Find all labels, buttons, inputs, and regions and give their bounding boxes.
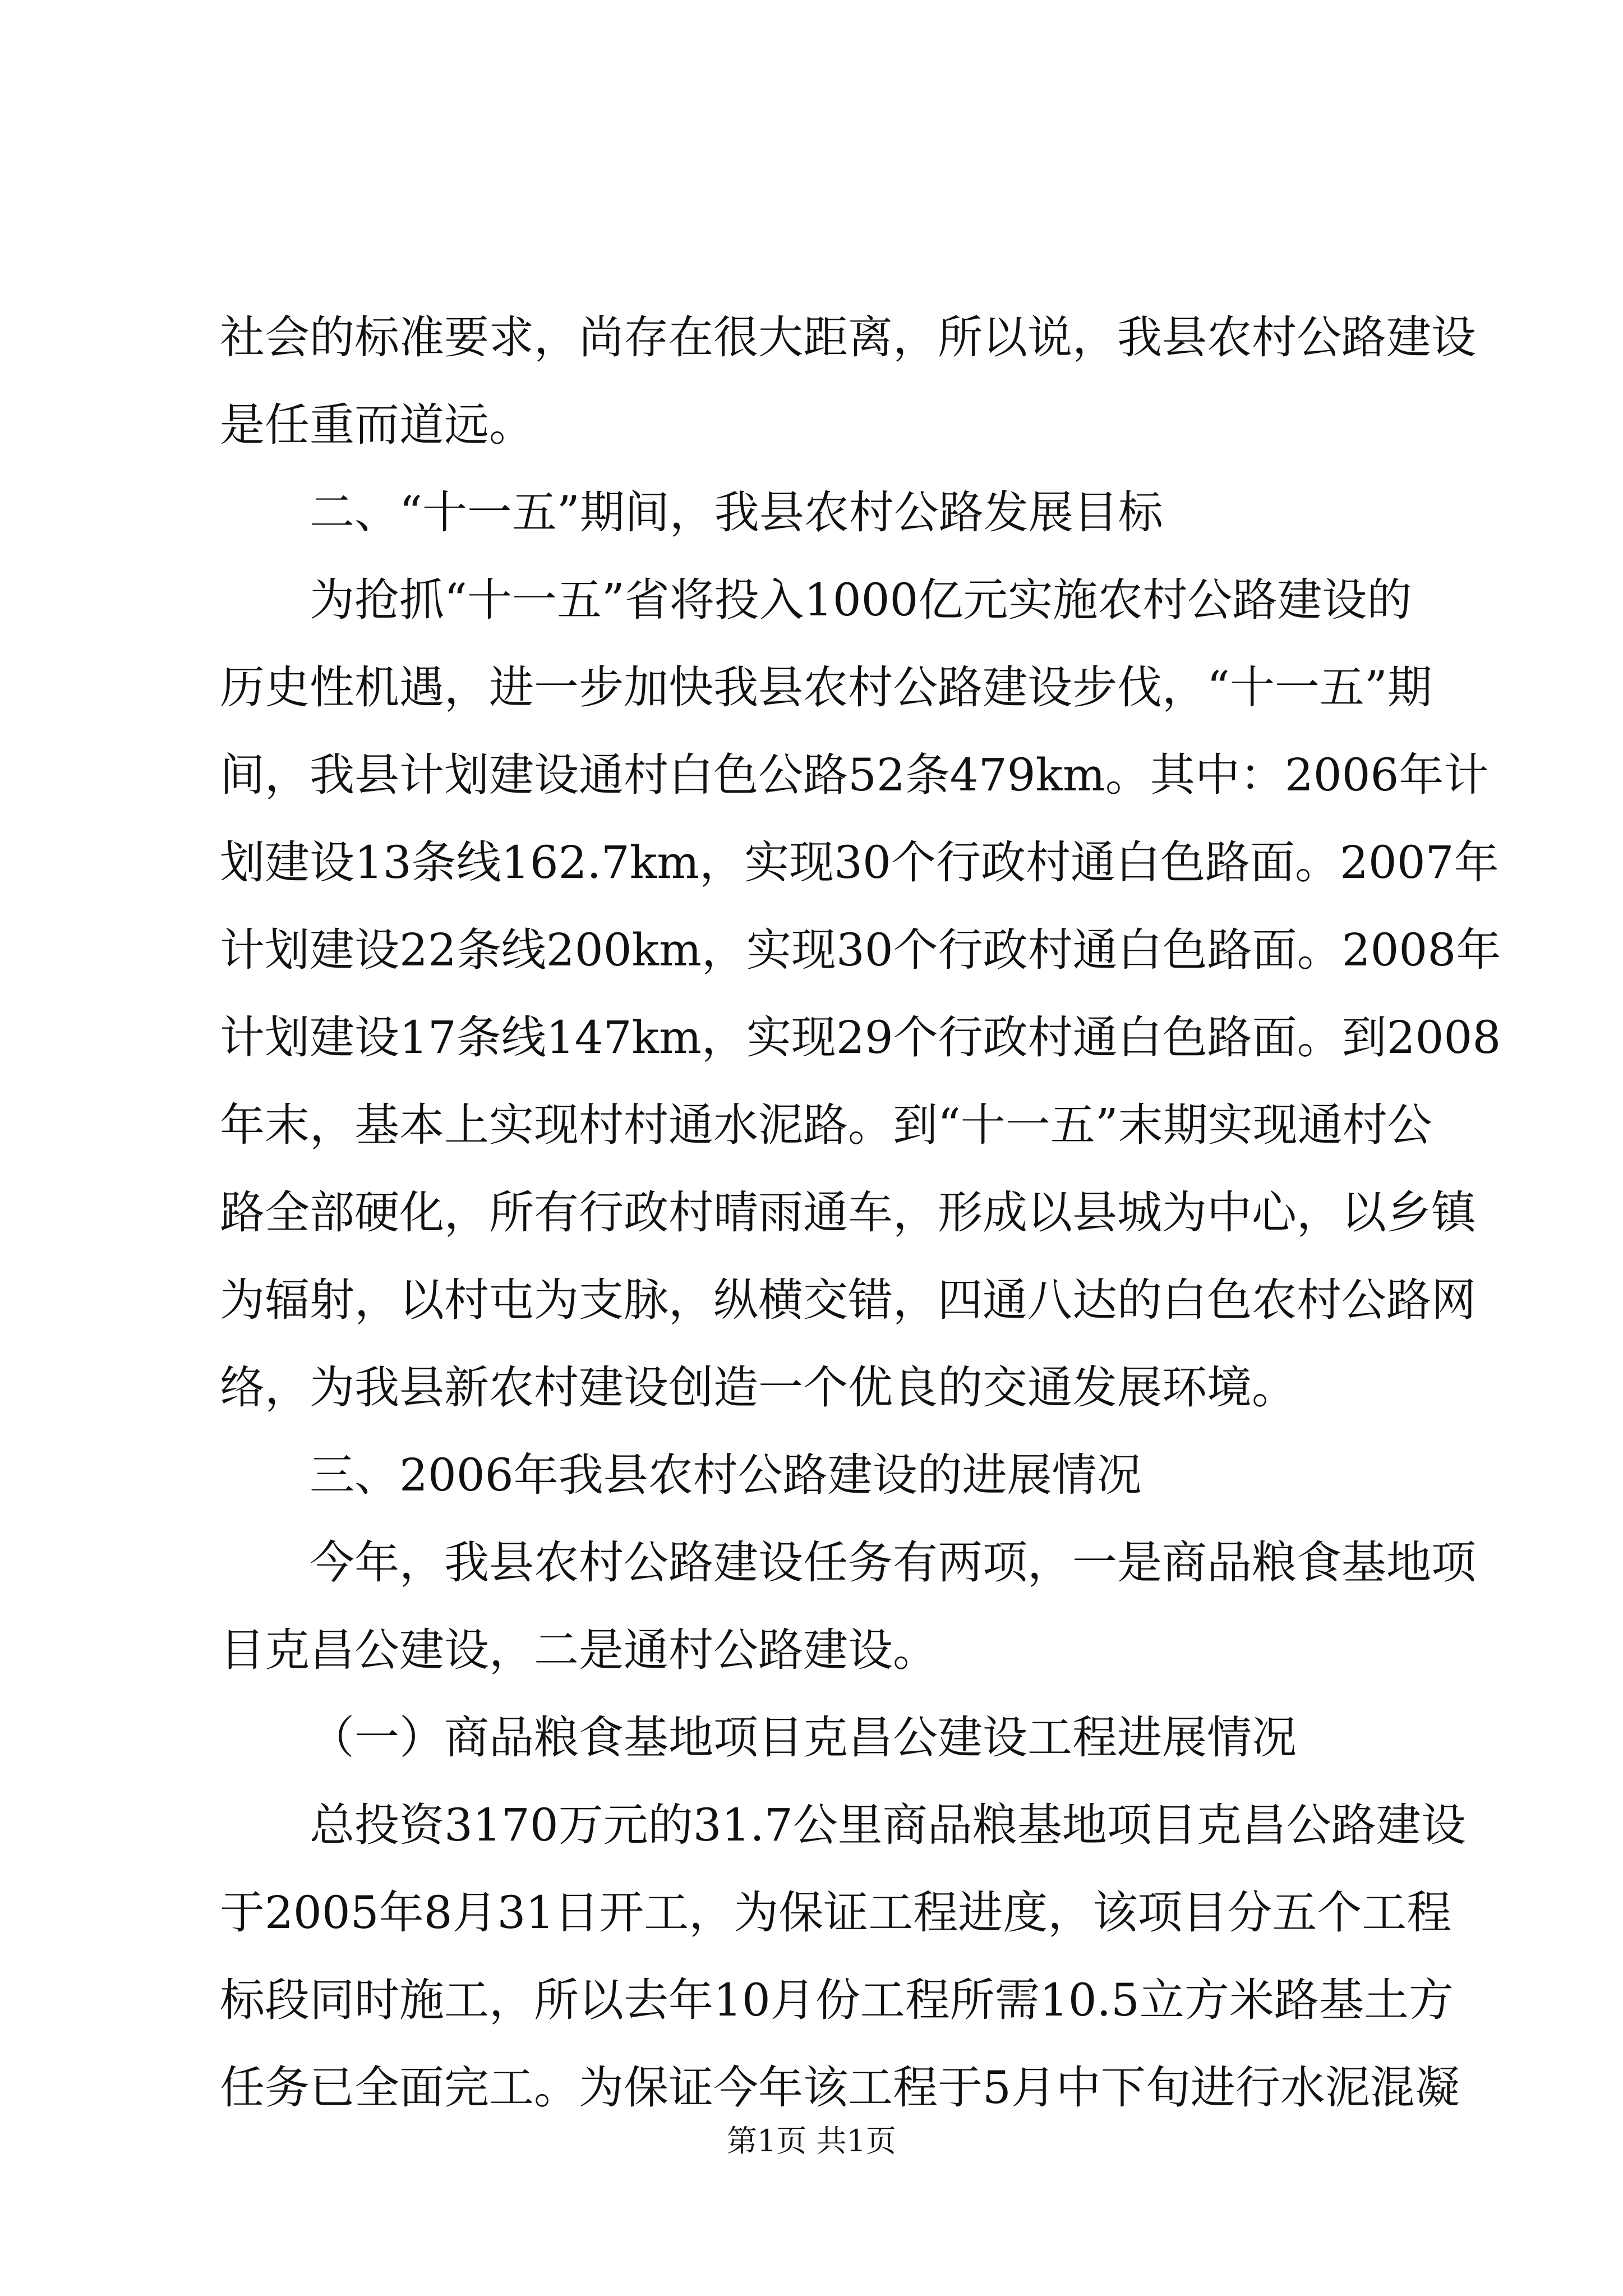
text-line: 目克昌公建设，二是通村公路建设。 [220, 1624, 938, 1676]
text-line: 路全部硬化，所有行政村晴雨通车，形成以县城为中心，以乡镇 [220, 1186, 1476, 1239]
text-line: 络，为我县新农村建设创造一个优良的交通发展环境。 [220, 1361, 1297, 1414]
text-line: 计划建设17条线147km，实现29个行政村通白色路面。到2008 [220, 1011, 1501, 1064]
paragraph-first-line: 总投资3170万元的31.7公里商品粮基地项目克昌公路建设 [310, 1799, 1466, 1851]
text-line: 于2005年8月31日开工，为保证工程进度，该项目分五个工程 [220, 1887, 1452, 1939]
text-line: 间，我县计划建设通村白色公路52条479km。其中：2006年计 [220, 749, 1489, 801]
text-line: 任务已全面完工。为保证今年该工程于5月中下旬进行水泥混凝 [220, 2062, 1460, 2114]
paragraph-first-line: 今年，我县农村公路建设任务有两项，一是商品粮食基地项 [310, 1536, 1476, 1589]
section-heading: 二、“十一五”期间，我县农村公路发展目标 [310, 486, 1163, 539]
page-footer: 第1页 共1页 [727, 2123, 896, 2159]
subsection-heading: （一）商品粮食基地项目克昌公建设工程进展情况 [310, 1711, 1297, 1764]
text-line: 计划建设22条线200km，实现30个行政村通白色路面。2008年 [220, 924, 1501, 976]
text-line: 社会的标准要求，尚存在很大距离，所以说，我县农村公路建设 [220, 311, 1476, 364]
text-line: 历史性机遇，进一步加快我县农村公路建设步伐，“十一五”期 [220, 661, 1432, 714]
text-line: 是任重而道远。 [220, 399, 534, 451]
text-line: 为辐射，以村屯为支脉，纵横交错，四通八达的白色农村公路网 [220, 1274, 1476, 1326]
text-line: 划建设13条线162.7km，实现30个行政村通白色路面。2007年 [220, 836, 1499, 889]
paragraph-first-line: 为抢抓“十一五”省将投入1000亿元实施农村公路建设的 [310, 574, 1412, 626]
text-line: 年末，基本上实现村村通水泥路。到“十一五”末期实现通村公 [220, 1099, 1432, 1151]
section-heading: 三、2006年我县农村公路建设的进展情况 [310, 1449, 1142, 1501]
text-line: 标段同时施工，所以去年10月份工程所需10.5立方米路基土方 [220, 1974, 1454, 2026]
